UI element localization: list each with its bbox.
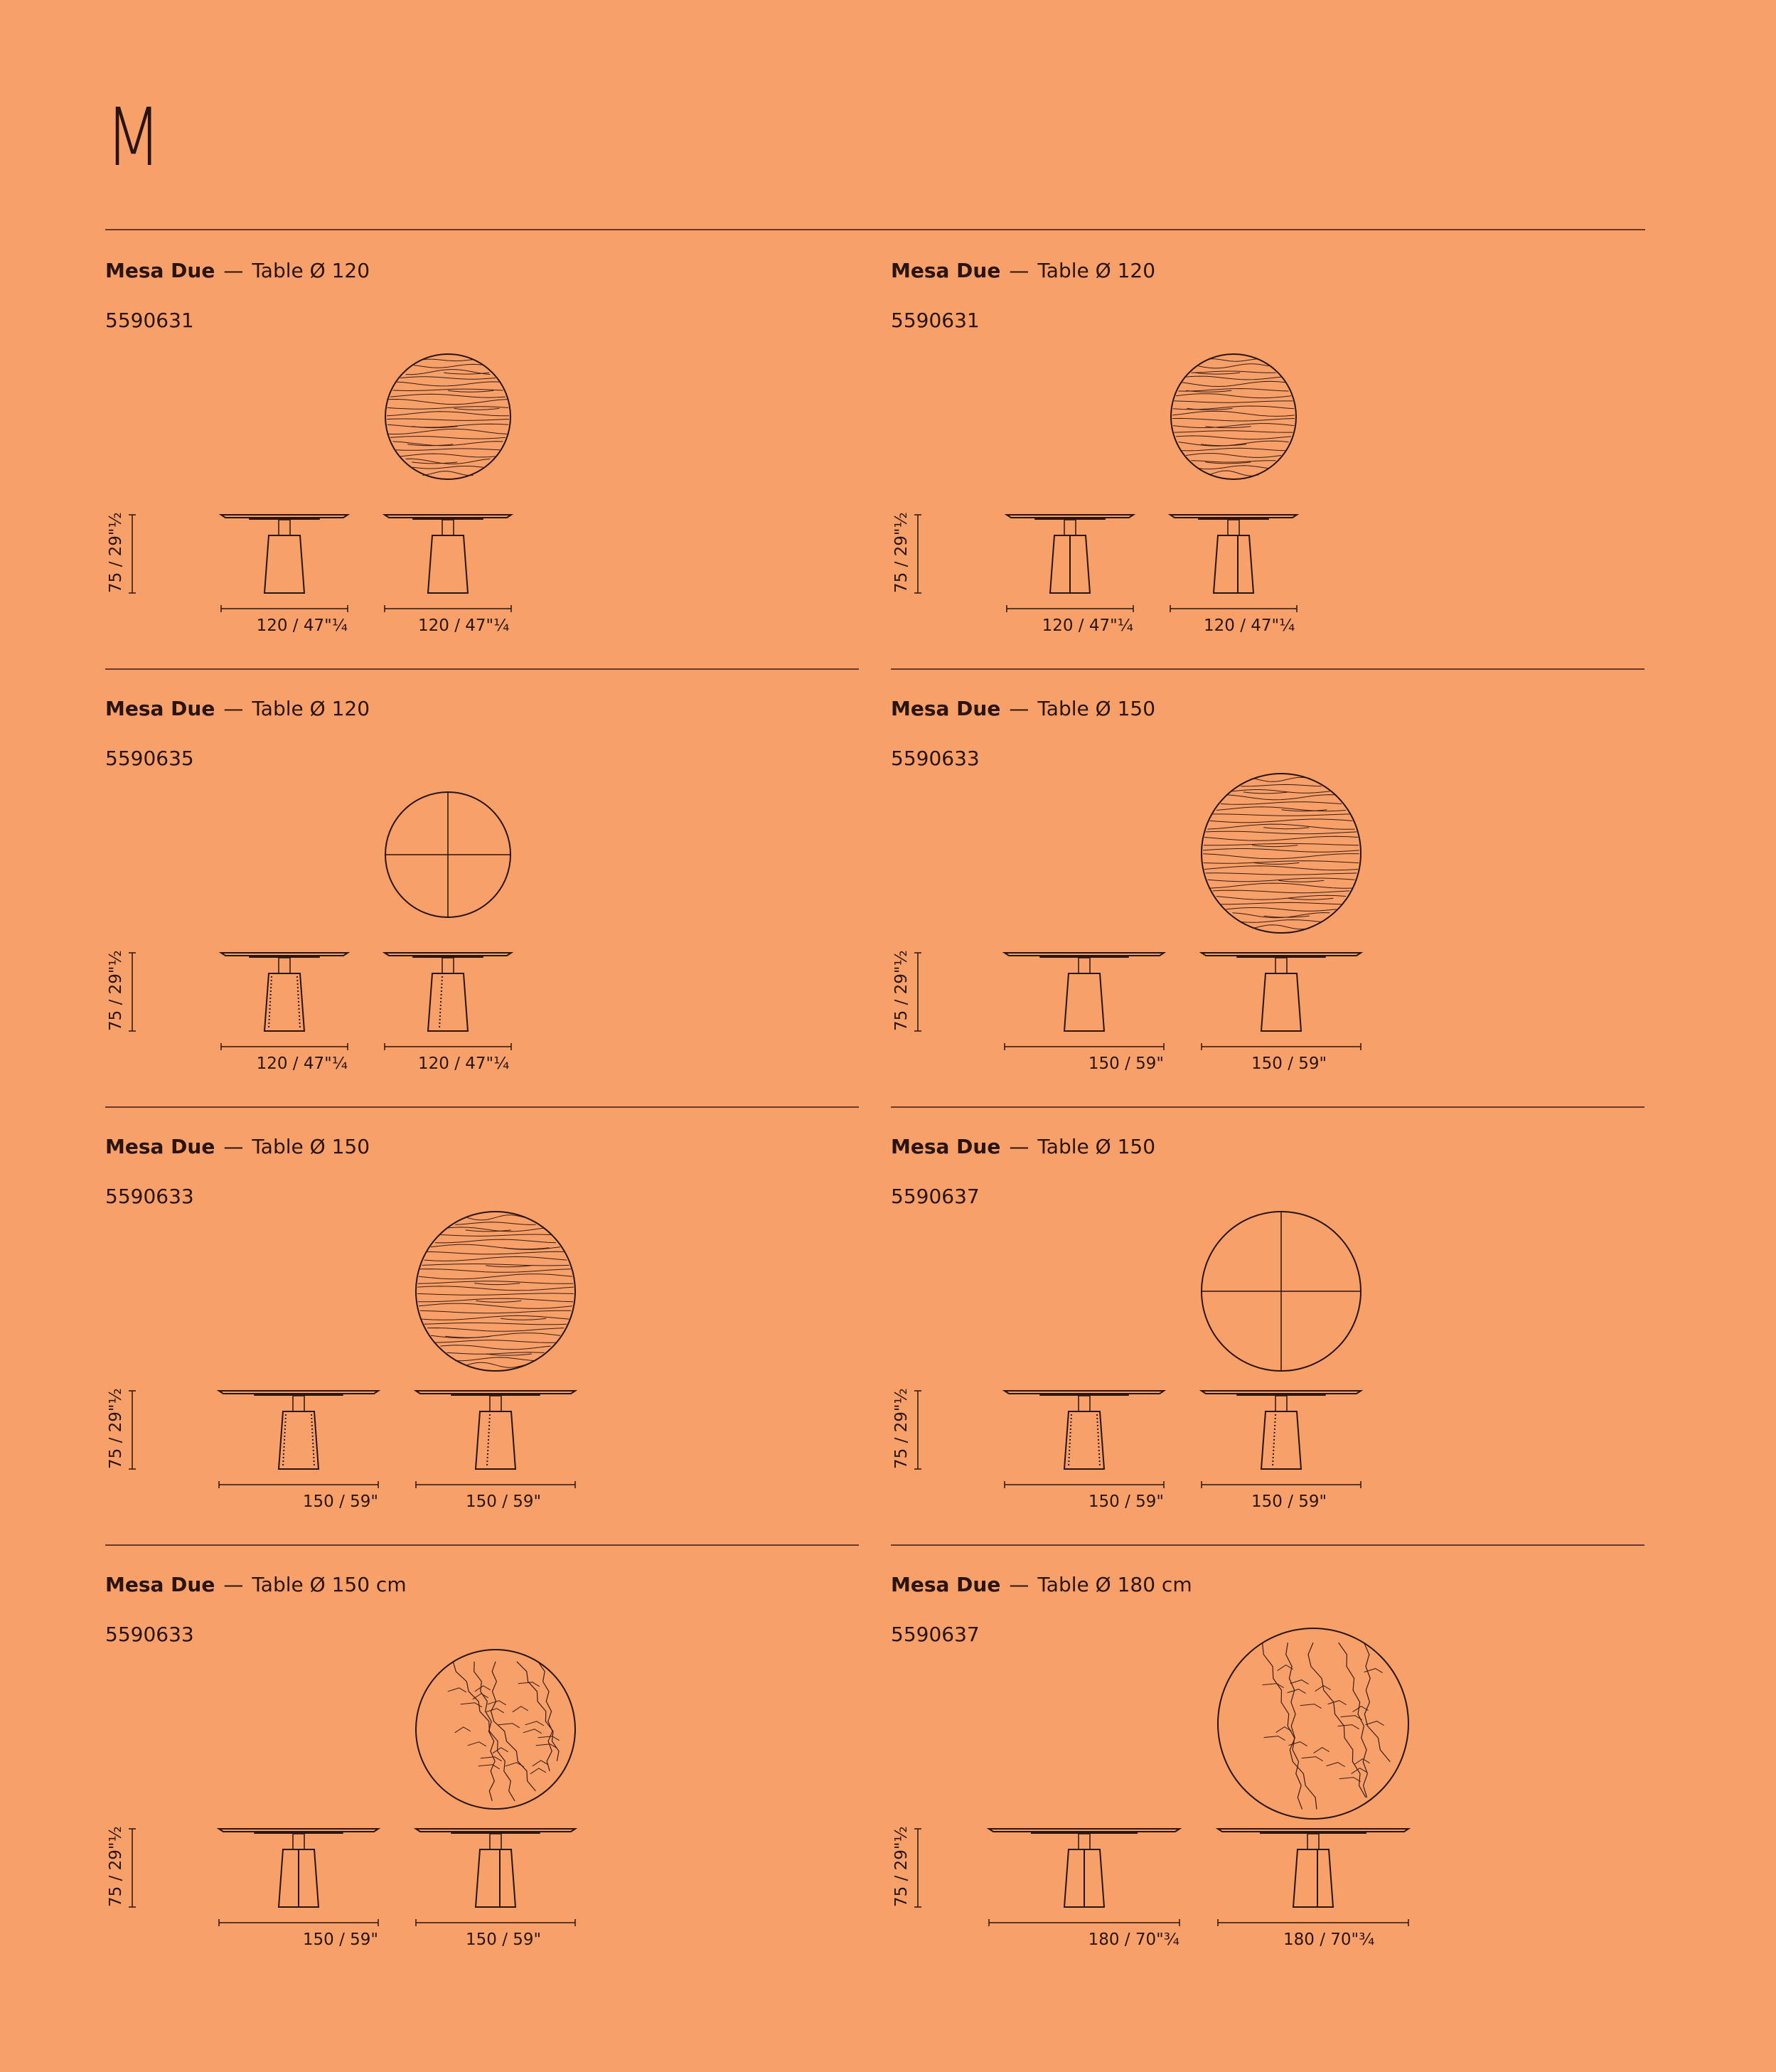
- top-view-drawing: [1218, 1628, 1408, 1819]
- marble-vein-branch: [478, 1765, 500, 1769]
- side-view-drawing: [1007, 515, 1133, 612]
- column-neck: [1064, 520, 1076, 535]
- wood-grain-loop: [1264, 916, 1310, 917]
- wood-grain-line: [1182, 448, 1285, 451]
- wood-grain-line: [412, 364, 483, 368]
- product-code: 5590637: [891, 1623, 980, 1646]
- width-label: 150 / 59": [302, 1931, 378, 1949]
- wood-grain-line: [440, 1345, 550, 1350]
- marble-vein-branch: [498, 1724, 520, 1728]
- base-dotted-seam: [1069, 1414, 1071, 1466]
- column-neck: [1307, 1834, 1319, 1849]
- pedestal-base: [1064, 973, 1104, 1031]
- wood-grain-line: [1226, 908, 1336, 912]
- wood-grain-line: [424, 1323, 567, 1324]
- height-label: 75 / 29"½: [107, 512, 125, 593]
- tabletop-edge: [219, 1391, 378, 1394]
- marble-vein-branch: [1288, 1689, 1306, 1694]
- width-label: 150 / 59": [302, 1492, 378, 1511]
- tabletop-edge: [221, 953, 348, 956]
- wood-grain-line: [1186, 454, 1281, 458]
- technical-drawing: [891, 230, 1644, 668]
- wood-grain-line: [427, 1328, 564, 1332]
- base-dotted-seam: [1097, 1414, 1100, 1466]
- product-description: Table Ø 120: [252, 697, 370, 720]
- column-neck: [279, 520, 290, 535]
- height-label: 75 / 29"½: [892, 950, 911, 1031]
- heading-dash: —: [1009, 259, 1029, 282]
- tabletop-edge: [416, 1829, 575, 1832]
- side-view-drawing: [1202, 953, 1361, 1050]
- column-neck: [442, 520, 454, 535]
- tabletop-edge: [1170, 515, 1297, 518]
- base-dotted-seam: [487, 1414, 490, 1466]
- wood-grain-line: [1191, 371, 1275, 373]
- column-neck: [442, 958, 454, 973]
- product-code: 5590635: [105, 747, 194, 770]
- wood-grain-line: [418, 1281, 574, 1284]
- heading-dash: —: [1009, 697, 1029, 720]
- product-description: Table Ø 150 cm: [252, 1573, 407, 1596]
- tabletop-edge: [989, 1829, 1179, 1832]
- wood-grain-line: [1241, 784, 1321, 786]
- product-cell-3: [105, 668, 859, 1106]
- base-dotted-seam: [311, 1414, 314, 1466]
- side-view-drawing: [416, 1391, 575, 1488]
- pedestal-base: [476, 1849, 515, 1907]
- wood-grain-line: [1209, 359, 1259, 362]
- wood-grain-line: [419, 1303, 572, 1308]
- product-cell-6: [891, 1106, 1644, 1544]
- product-cell-2: [891, 230, 1644, 668]
- product-code: 5590633: [105, 1185, 194, 1208]
- side-view-drawing: [221, 515, 348, 612]
- width-label: 150 / 59": [466, 1931, 542, 1949]
- wood-grain-loop: [1288, 898, 1333, 899]
- tabletop-edge: [1007, 515, 1133, 518]
- pedestal-base: [476, 1411, 515, 1469]
- wood-grain-line: [396, 449, 500, 450]
- wood-grain-line: [1204, 836, 1358, 840]
- wood-grain-line: [1191, 461, 1275, 462]
- wood-grain-loop: [1252, 845, 1298, 847]
- side-view-drawing: [1005, 953, 1164, 1050]
- pedestal-base: [1261, 973, 1301, 1031]
- wood-grain-line: [1198, 364, 1268, 368]
- product-cell-4: [891, 668, 1644, 1106]
- side-view-drawing: [219, 1391, 378, 1488]
- wood-grain-line: [1172, 418, 1295, 421]
- tabletop-edge: [416, 1391, 575, 1394]
- wood-grain-loop: [1243, 792, 1289, 794]
- top-view-drawing: [1202, 774, 1361, 933]
- wood-grain-line: [389, 400, 508, 405]
- marble-vein-branch: [1366, 1721, 1384, 1726]
- wood-grain-line: [1210, 883, 1353, 888]
- marble-vein-branch: [530, 1768, 546, 1774]
- marble-vein-branch: [1300, 1704, 1322, 1709]
- marble-vein-branch: [1338, 1725, 1359, 1729]
- tabletop-edge: [1202, 953, 1361, 956]
- wood-grain-line: [1179, 389, 1289, 392]
- product-cell-7: [105, 1544, 859, 1982]
- height-label: 75 / 29"½: [892, 512, 911, 593]
- top-view-drawing: [385, 354, 510, 479]
- base-dotted-seam: [439, 976, 442, 1028]
- wood-grain-line: [389, 429, 508, 434]
- wood-grain-line: [417, 1293, 574, 1295]
- marble-vein: [474, 1662, 495, 1801]
- wood-grain-line: [1204, 861, 1359, 864]
- column-neck: [1275, 1396, 1287, 1411]
- marble-vein: [1364, 1643, 1391, 1762]
- marble-vein-branch: [1276, 1727, 1292, 1733]
- wood-grain-line: [1253, 925, 1310, 929]
- column-neck: [293, 1834, 304, 1849]
- wood-grain-loop: [454, 408, 500, 410]
- wood-grain-loop: [474, 1283, 520, 1285]
- top-view-drawing: [1171, 354, 1296, 479]
- wood-grain-line: [1198, 466, 1268, 469]
- pedestal-base: [264, 535, 304, 593]
- column-neck: [279, 958, 290, 973]
- height-label: 75 / 29"½: [107, 950, 125, 1031]
- heading-dash: —: [223, 1135, 244, 1158]
- marble-vein-branch: [525, 1721, 544, 1726]
- marble-vein-branch: [523, 1729, 542, 1734]
- wood-grain-loop: [1194, 373, 1240, 374]
- side-view-drawing: [221, 953, 348, 1050]
- base-dotted-seam: [283, 1414, 286, 1466]
- product-description: Table Ø 180 cm: [1037, 1573, 1192, 1596]
- marble-vein: [491, 1662, 536, 1791]
- wood-grain-line: [1186, 376, 1281, 380]
- marble-vein-branch: [513, 1707, 528, 1712]
- tabletop-edge: [385, 953, 511, 956]
- product-code: 5590633: [105, 1623, 194, 1646]
- wood-grain-line: [431, 1333, 560, 1338]
- height-label: 75 / 29"½: [892, 1388, 911, 1469]
- product-name: Mesa Due: [891, 697, 1001, 720]
- side-view-drawing: [1218, 1829, 1408, 1926]
- tabletop-edge: [1202, 1391, 1361, 1394]
- side-view-drawing: [385, 515, 511, 612]
- product-name: Mesa Due: [105, 697, 215, 720]
- wood-grain-line: [1210, 819, 1353, 823]
- wood-grain-loop: [1253, 863, 1299, 864]
- wood-grain-line: [1172, 411, 1295, 416]
- wood-grain-line: [422, 1315, 569, 1320]
- technical-drawing: [105, 1106, 859, 1544]
- wood-grain-line: [1226, 795, 1336, 800]
- column-neck: [1079, 1396, 1090, 1411]
- marble-vein: [1308, 1643, 1366, 1798]
- pedestal-base: [1293, 1849, 1333, 1907]
- wood-grain-line: [420, 1269, 571, 1273]
- side-view-drawing: [1170, 515, 1297, 612]
- width-label: 180 / 70"¾: [1088, 1931, 1179, 1949]
- tabletop-outline: [1171, 354, 1296, 479]
- tabletop-edge: [1005, 1391, 1164, 1394]
- wood-grain-line: [1206, 873, 1357, 875]
- wood-grain-line: [424, 1256, 567, 1261]
- wood-grain-line: [1213, 890, 1349, 893]
- wood-grain-line: [1221, 802, 1342, 805]
- wood-grain-loop: [448, 390, 493, 392]
- tabletop-outline: [1218, 1628, 1408, 1819]
- product-cell-5: [105, 1106, 859, 1544]
- wood-grain-line: [417, 1286, 574, 1291]
- product-code: 5590637: [891, 1185, 980, 1208]
- column-neck: [490, 1396, 501, 1411]
- marble-vein-branch: [486, 1709, 504, 1713]
- wood-grain-line: [418, 1298, 574, 1302]
- wood-grain-line: [435, 1239, 556, 1243]
- wood-grain-line: [423, 359, 474, 361]
- wood-grain-line: [390, 394, 505, 397]
- wood-grain-loop: [486, 1266, 531, 1267]
- width-label: 120 / 47"¼: [418, 1054, 510, 1073]
- side-view-drawing: [385, 953, 511, 1050]
- side-view-drawing: [989, 1829, 1179, 1926]
- heading-dash: —: [223, 1573, 244, 1596]
- height-label: 75 / 29"½: [107, 1388, 125, 1469]
- wood-grain-line: [447, 1227, 545, 1232]
- wood-grain-line: [1206, 831, 1357, 834]
- technical-drawing: [891, 1106, 1644, 1544]
- marble-vein-branch: [448, 1688, 466, 1692]
- product-name: Mesa Due: [891, 1573, 1001, 1596]
- technical-drawing: [105, 230, 859, 668]
- marble-vein-branch: [1328, 1701, 1347, 1705]
- wood-grain-line: [387, 412, 509, 416]
- wood-grain-line: [1209, 471, 1259, 476]
- marble-vein-branch: [1264, 1736, 1285, 1741]
- base-dotted-seam: [269, 976, 272, 1028]
- width-label: 120 / 47"¼: [1042, 616, 1133, 635]
- wood-grain-line: [390, 437, 505, 439]
- column-neck: [1275, 958, 1287, 973]
- wood-grain-line: [400, 454, 496, 457]
- wood-grain-line: [455, 1357, 535, 1361]
- wood-grain-line: [1204, 866, 1358, 870]
- marble-vein-branch: [455, 1727, 471, 1733]
- wood-grain-line: [467, 1362, 525, 1367]
- width-label: 150 / 59": [1251, 1054, 1327, 1073]
- wood-grain-line: [420, 1310, 571, 1313]
- tabletop-edge: [1005, 953, 1164, 956]
- wood-grain-line: [387, 407, 508, 410]
- side-view-drawing: [219, 1829, 378, 1926]
- marble-vein: [538, 1662, 552, 1771]
- wood-grain-line: [1173, 424, 1294, 428]
- section-letter: M: [105, 92, 162, 184]
- product-description: Table Ø 150: [1037, 1135, 1156, 1158]
- marble-vein-branch: [1263, 1684, 1284, 1688]
- side-view-drawing: [1005, 1391, 1164, 1488]
- marble-vein-branch: [533, 1761, 548, 1766]
- width-label: 120 / 47"¼: [256, 616, 348, 635]
- product-name: Mesa Due: [105, 259, 215, 282]
- top-view-drawing: [416, 1650, 575, 1809]
- width-label: 150 / 59": [1088, 1492, 1164, 1511]
- wood-grain-loop: [476, 1301, 521, 1302]
- marble-vein-branch: [488, 1701, 506, 1705]
- wood-grain-line: [1204, 843, 1359, 845]
- marble-vein-branch: [1278, 1665, 1293, 1671]
- wood-grain-line: [435, 1340, 556, 1343]
- wood-grain-line: [1253, 777, 1310, 781]
- marble-vein-branch: [1339, 1778, 1361, 1782]
- product-cell-1: [105, 230, 859, 668]
- pedestal-base: [428, 535, 468, 593]
- wood-grain-line: [387, 419, 509, 420]
- width-label: 150 / 59": [1251, 1492, 1327, 1511]
- pedestal-base: [1214, 535, 1253, 593]
- height-label: 75 / 29"½: [892, 1826, 911, 1907]
- marble-vein-branch: [475, 1686, 491, 1692]
- product-name: Mesa Due: [891, 259, 1001, 282]
- tabletop-edge: [221, 515, 348, 518]
- heading-dash: —: [1009, 1573, 1029, 1596]
- wood-grain-line: [440, 1234, 550, 1236]
- top-view-drawing: [416, 1212, 575, 1371]
- wood-grain-loop: [1278, 880, 1324, 882]
- marble-vein-branch: [1302, 1757, 1323, 1761]
- product-code: 5590633: [891, 747, 980, 770]
- heading-dash: —: [1009, 1135, 1029, 1158]
- tabletop-edge: [219, 1829, 378, 1832]
- base-dotted-seam: [297, 976, 300, 1028]
- column-neck: [293, 1396, 304, 1411]
- wood-grain-line: [1175, 401, 1293, 402]
- pedestal-base: [428, 973, 468, 1031]
- product-cell-8: [891, 1544, 1644, 1982]
- marble-vein: [1339, 1643, 1368, 1798]
- wood-grain-line: [419, 1274, 572, 1279]
- heading-dash: —: [223, 697, 244, 720]
- marble-vein-branch: [493, 1748, 508, 1753]
- technical-drawing: [891, 1544, 1644, 1982]
- width-label: 150 / 59": [1088, 1054, 1164, 1073]
- wood-grain-loop: [501, 1318, 546, 1320]
- side-view-drawing: [416, 1829, 575, 1926]
- marble-vein-branch: [468, 1742, 486, 1746]
- marble-vein: [453, 1662, 515, 1801]
- wood-grain-line: [1175, 431, 1293, 432]
- marble-vein-branch: [1354, 1759, 1370, 1765]
- product-code: 5590631: [105, 309, 194, 332]
- top-view-drawing: [385, 792, 510, 917]
- technical-drawing: [891, 668, 1644, 1106]
- wood-grain-line: [1203, 854, 1359, 859]
- heading-dash: —: [223, 259, 244, 282]
- wood-grain-line: [387, 424, 508, 427]
- product-code: 5590631: [891, 309, 980, 332]
- height-label: 75 / 29"½: [107, 1826, 125, 1907]
- marble-vein-branch: [481, 1757, 502, 1761]
- technical-drawing: [105, 1544, 859, 1982]
- column-neck: [1228, 520, 1239, 535]
- wood-grain-line: [423, 471, 474, 476]
- marble-vein-branch: [1352, 1768, 1367, 1774]
- wood-grain-line: [1176, 436, 1291, 439]
- wood-grain-line: [1241, 920, 1321, 923]
- width-label: 120 / 47"¼: [418, 616, 510, 635]
- column-neck: [1079, 1834, 1090, 1849]
- column-neck: [1079, 958, 1090, 973]
- width-label: 150 / 59": [466, 1492, 542, 1511]
- wood-grain-line: [412, 466, 483, 469]
- product-description: Table Ø 120: [252, 259, 370, 282]
- wood-grain-loop: [1263, 828, 1309, 829]
- wood-grain-line: [400, 377, 496, 380]
- wood-grain-line: [1182, 381, 1285, 386]
- product-description: Table Ø 150: [1037, 697, 1156, 720]
- width-label: 180 / 70"¾: [1283, 1931, 1375, 1949]
- width-label: 120 / 47"¼: [1204, 616, 1295, 635]
- marble-vein-branch: [1327, 1763, 1345, 1767]
- product-name: Mesa Due: [105, 1573, 215, 1596]
- tabletop-edge: [1218, 1829, 1408, 1832]
- product-description: Table Ø 120: [1037, 259, 1156, 282]
- top-view-drawing: [1202, 1212, 1361, 1371]
- wood-grain-line: [1213, 814, 1349, 816]
- wood-grain-line: [1216, 807, 1346, 811]
- width-label: 120 / 47"¼: [256, 1054, 348, 1073]
- wood-grain-line: [393, 389, 503, 390]
- wood-grain-line: [396, 382, 500, 386]
- marble-vein-branch: [1314, 1748, 1330, 1753]
- wood-grain-line: [467, 1215, 525, 1220]
- base-dotted-seam: [1273, 1414, 1275, 1466]
- marble-vein: [517, 1662, 559, 1761]
- product-description: Table Ø 150: [252, 1135, 370, 1158]
- side-view-drawing: [1202, 1391, 1361, 1488]
- wood-grain-line: [427, 1251, 564, 1254]
- wood-grain-line: [455, 1222, 535, 1225]
- wood-grain-line: [1221, 902, 1342, 904]
- wood-grain-line: [1203, 849, 1359, 853]
- pedestal-base: [1261, 1411, 1301, 1469]
- wood-grain-line: [1176, 394, 1291, 398]
- marble-vein-branch: [1290, 1680, 1309, 1684]
- wood-grain-line: [422, 1264, 569, 1266]
- column-neck: [490, 1834, 501, 1849]
- product-name: Mesa Due: [891, 1135, 1001, 1158]
- tabletop-edge: [385, 515, 511, 518]
- technical-drawing: [105, 668, 859, 1106]
- product-name: Mesa Due: [105, 1135, 215, 1158]
